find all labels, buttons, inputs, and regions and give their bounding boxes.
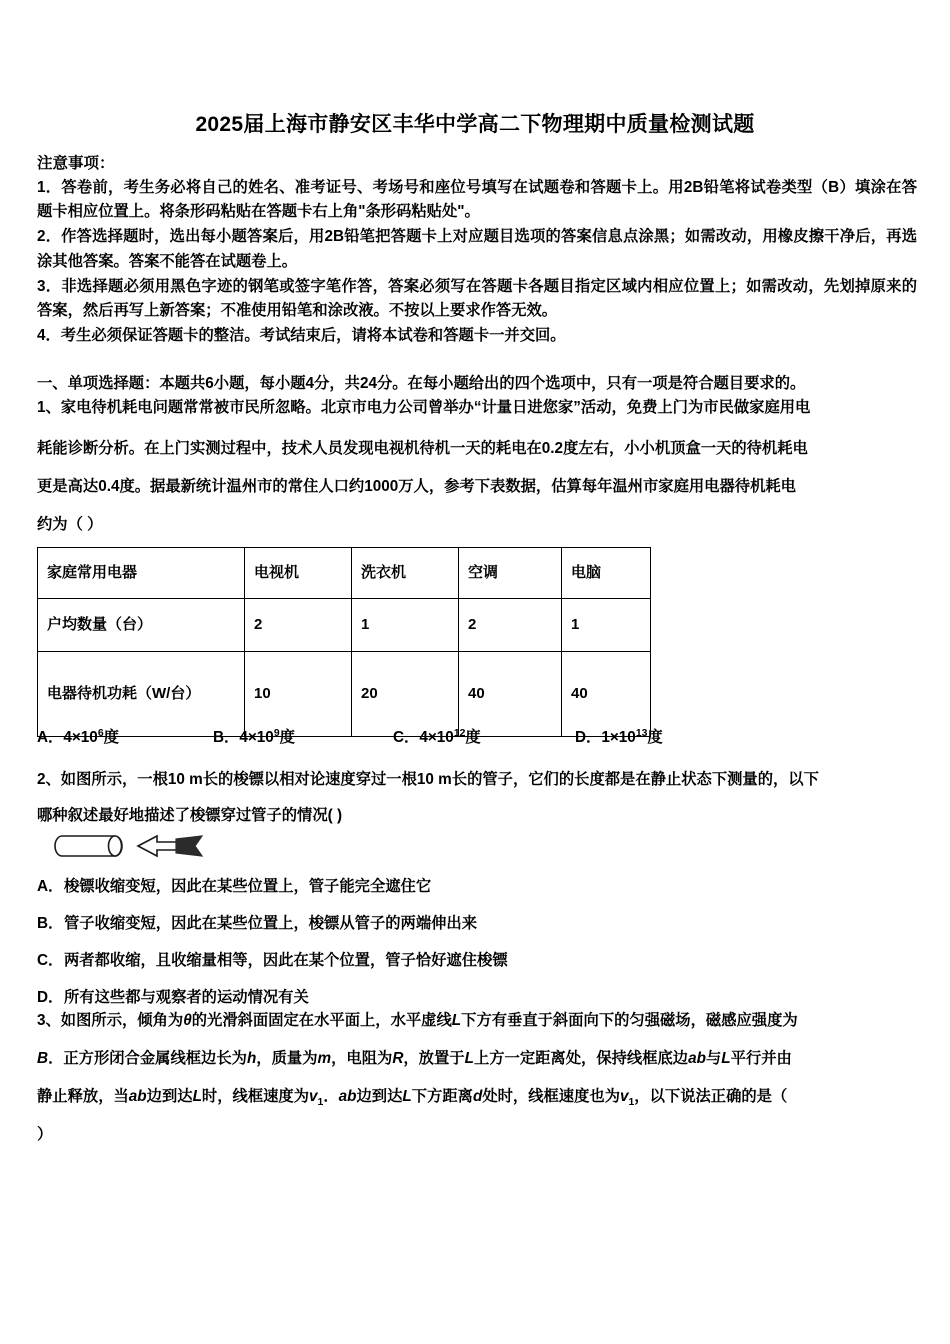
- question-2-options: [37, 868, 921, 1016]
- notice-item-1: 1．答卷前，考生务必将自己的姓名、准考证号、考场号和座位号填写在试题卷和答题卡上。用2B铅笔将试卷类型（B）填涂在答题卡相应位置上。将条形码粘贴在答题卡右上角"条形码粘贴处"。: [37, 179, 917, 221]
- question-1-options: [37, 727, 917, 749]
- table-header-washer: 洗衣机: [352, 548, 459, 599]
- table-row: [38, 599, 651, 652]
- question-2-option-a: A．梭镖收缩变短，因此在某些位置上，管子能完全遮住它: [37, 878, 432, 895]
- question-1-line-1: 1、家电待机耗电问题常常被市民所忽略。北京市电力公司曾举办“计量日进您家”活动，免费上门为市民做家庭用电: [37, 399, 811, 416]
- javelin-and-tube-figure: [52, 830, 232, 864]
- question-2-line-1: 2、如图所示，一根10 m长的梭镖以相对论速度穿过一根10 m长的管子，它们的长度都是在静止状态下测量的，以下: [37, 771, 819, 788]
- question-3-line-1: 3、如图所示，倾角为θ的光滑斜面固定在水平面上，水平虚线L下方有垂直于斜面向下的匀强磁场，磁感应强度为: [37, 1012, 798, 1029]
- table-cell-count-washer: 1: [352, 599, 459, 652]
- appliance-standby-table: [37, 547, 651, 737]
- question-3-body: [37, 1002, 921, 1154]
- table-header-tv: 电视机: [245, 548, 352, 599]
- question-1-line-2: 耗能诊断分析。在上门实测过程中，技术人员发现电视机待机一天的耗电在0.2度左右，小小机顶盒一天的待机耗电: [37, 440, 808, 457]
- section-header-multiple-choice: 一、单项选择题：本题共6小题，每小题4分，共24分。在每小题给出的四个选项中，只有一项是符合题目要求的。: [37, 375, 806, 392]
- table-cell-power-computer: 40: [562, 652, 651, 737]
- question-3-line-3: 静止释放，当ab边到达L时，线框速度为$v_1$．ab边到达L下方距离d处时，线框速度也为$v_1$，以下说法正确的是（: [37, 1088, 788, 1109]
- javelin-arrow: [138, 836, 202, 856]
- table-cell-power-aircon: 40: [459, 652, 562, 737]
- table-cell-count-computer: 1: [562, 599, 651, 652]
- question-2-option-d: D．所有这些都与观察者的运动情况有关: [37, 989, 309, 1006]
- notice-section: [37, 152, 917, 348]
- table-cell-count-tv: 2: [245, 599, 352, 652]
- question-1-option-c: C．$4\times 10^{12}$度: [393, 727, 481, 746]
- question-2-option-b: B．管子收缩变短，因此在某些位置上，梭镖从管子的两端伸出来: [37, 915, 478, 932]
- table-cell-power-tv: 10: [245, 652, 352, 737]
- question-1-option-d: D．$1\times 10^{13}$度: [575, 727, 663, 746]
- table-cell-power-washer: 20: [352, 652, 459, 737]
- table-rowlabel-count: 户均数量（台）: [38, 599, 245, 652]
- table-header-appliance: 家庭常用电器: [38, 548, 245, 599]
- table-rowlabel-power: 电器待机功耗（W/台）: [38, 652, 245, 737]
- question-1-line-3: 更是高达0.4度。据最新统计温州市的常住人口约1000万人，参考下表数据，估算每年温州市家庭用电器待机耗电: [37, 478, 796, 495]
- question-2-line-2: 哪种叙述最好地描述了梭镖穿过管子的情况( ): [37, 807, 343, 824]
- question-3-line-2: B．正方形闭合金属线框边长为h，质量为m，电阻为R，放置于L上方一定距离处，保持线框底边ab与L平行并由: [37, 1050, 792, 1067]
- notice-item-3: 3．非选择题必须用黑色字迹的钢笔或签字笔作答，答案必须写在答题卡各题目指定区域内相应位置上；如需改动，先划掉原来的答案，然后再写上新答案；不准使用铅笔和涂改液。不按以上要求作答无效。: [37, 277, 917, 320]
- question-1-option-a: A．$4\times 10^6$度: [37, 727, 119, 746]
- question-1-body: [37, 430, 921, 544]
- question-2-option-c: C．两者都收缩，且收缩量相等，因此在某个位置，管子恰好遮住梭镖: [37, 952, 508, 969]
- question-1-line-4: 约为（ ）: [37, 516, 103, 533]
- question-3-line-4: ）: [37, 1126, 53, 1143]
- page-title: 2025届上海市静安区丰华中学高二下物理期中质量检测试题: [195, 113, 755, 136]
- notice-item-2: 2．作答选择题时，选出每小题答案后，用2B铅笔把答题卡上对应题目选项的答案信息点涂黑；如需改动，用橡皮擦干净后，再选涂其他答案。答案不能答在试题卷上。: [37, 228, 917, 270]
- notice-heading: 注意事项：: [37, 155, 115, 172]
- table-header-computer: 电脑: [562, 548, 651, 599]
- table-row: [38, 652, 651, 737]
- table-row: [38, 548, 651, 599]
- tube-shape: [55, 836, 122, 856]
- question-1-option-b: B．$4\times 10^9$度: [213, 727, 295, 746]
- question-2-body: [37, 762, 921, 834]
- notice-item-4: 4．考生必须保证答题卡的整洁。考试结束后，请将本试卷和答题卡一并交回。: [37, 327, 566, 345]
- table-cell-count-aircon: 2: [459, 599, 562, 652]
- table-header-aircon: 空调: [459, 548, 562, 599]
